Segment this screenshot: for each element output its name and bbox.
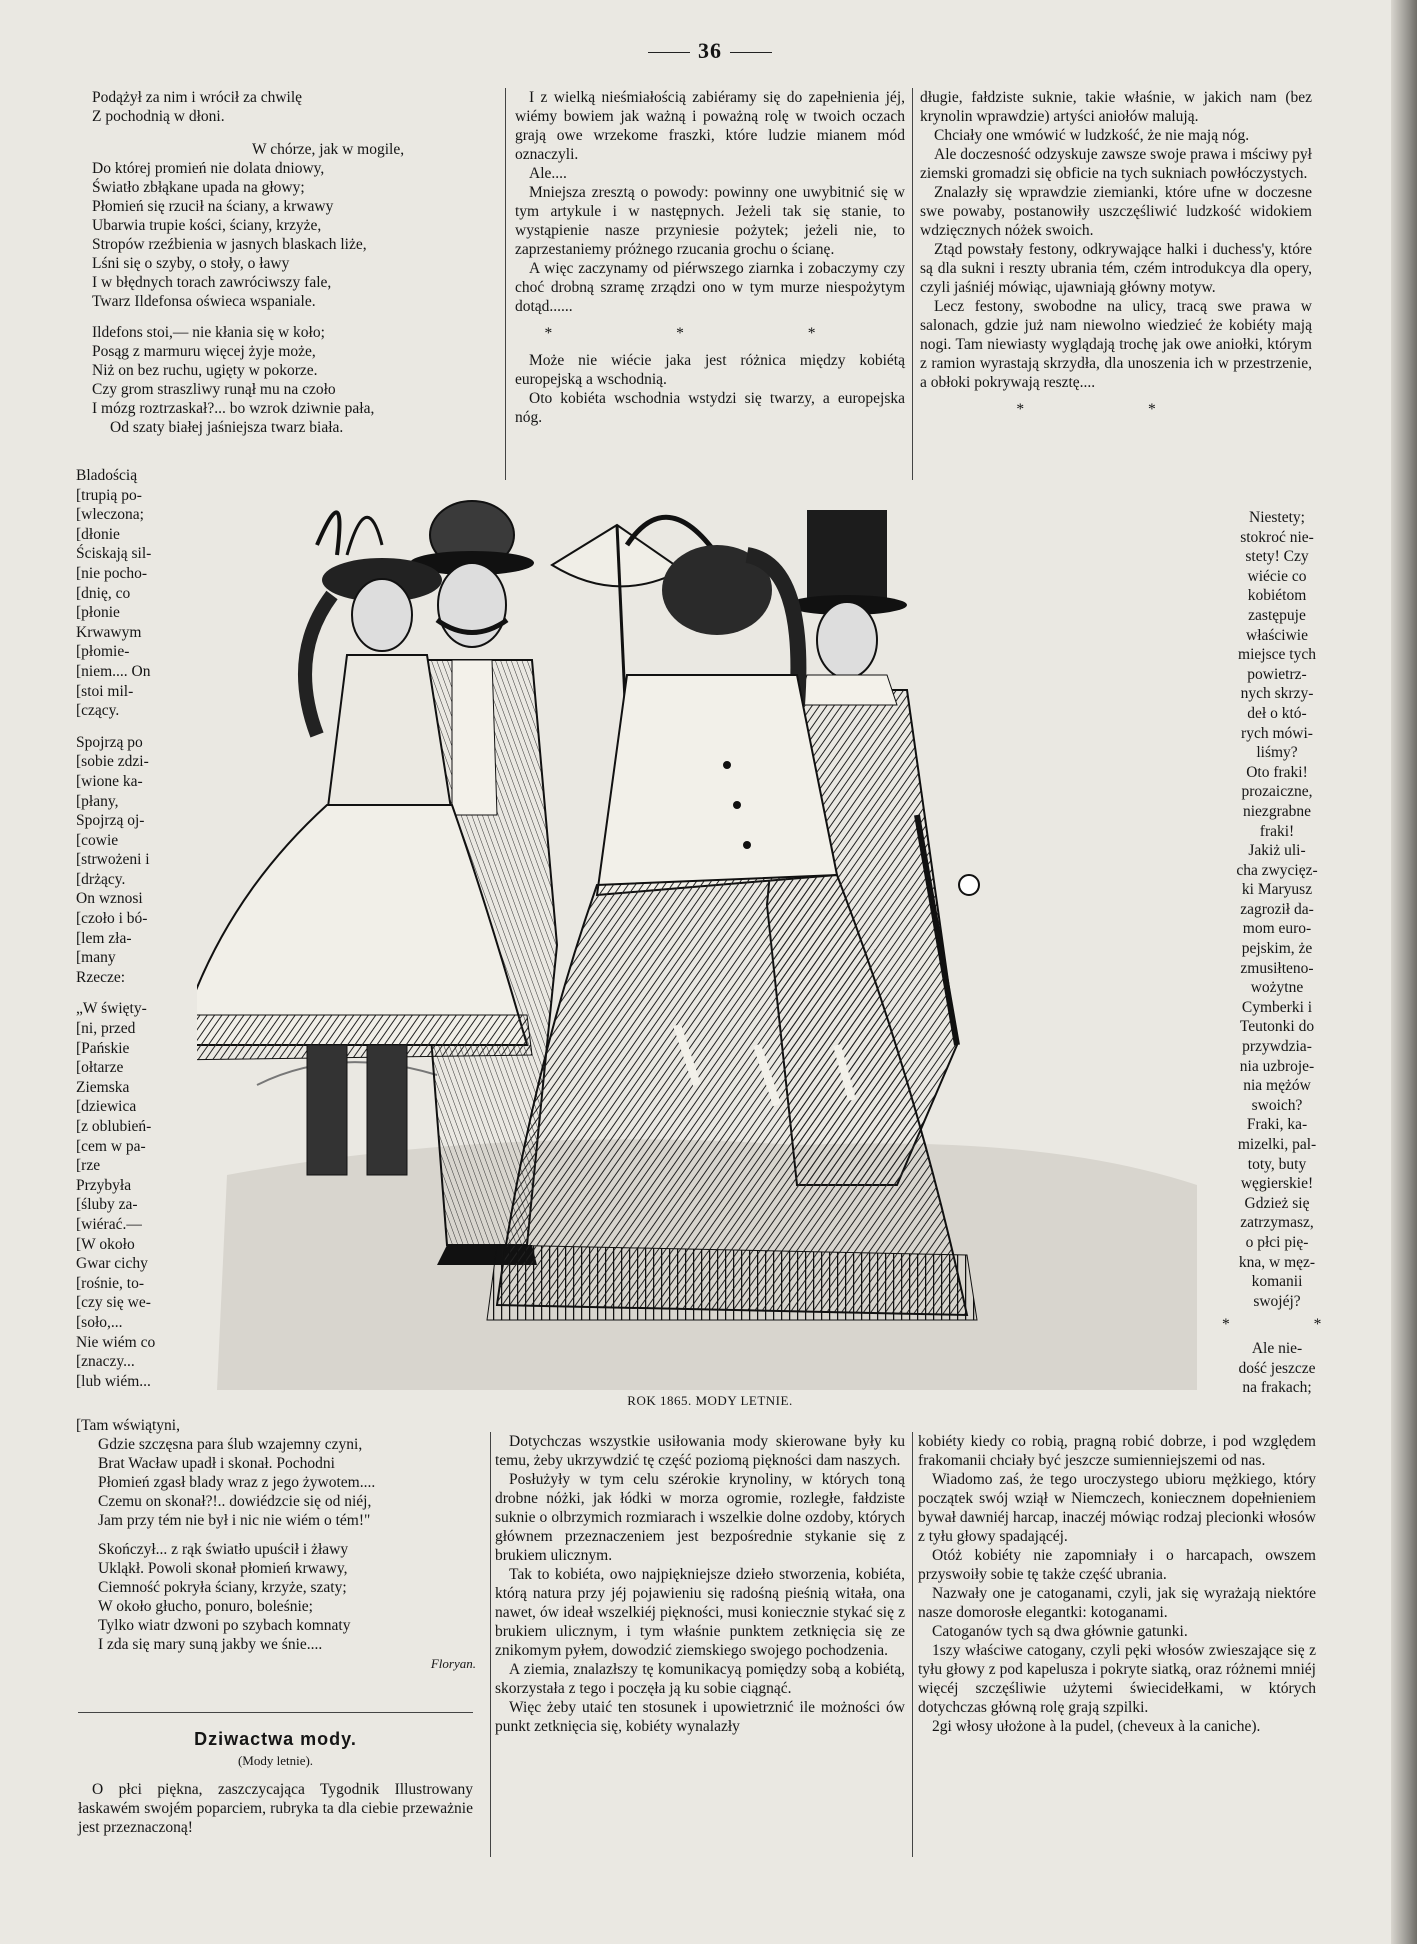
- article-column-2: [515, 88, 905, 427]
- verse-line: I w błędnych torach zawróciwszy fale,: [92, 274, 332, 291]
- text-line: właściwie: [1246, 626, 1308, 644]
- verse-line: Ukląkł. Powoli skonał płomień krwawy,: [98, 1560, 348, 1577]
- page-edge-shadow: [1391, 0, 1417, 1944]
- verse-line: Przybyła: [76, 1176, 132, 1194]
- text-line: cha zwycięz-: [1236, 861, 1318, 879]
- text-line: Gdzież się: [1244, 1194, 1310, 1212]
- paragraph: Wiadomo zaś, że tego uroczystego ubioru mężkiego, który początek swój wziął w Niemczech, koniecznem dopełnieniem bywał dawniéj harcap, inaczéj mówiąc rodzaj plecionki włosów z tyłu głowy spadającéj.: [918, 1471, 1316, 1545]
- verse-line: [rze: [76, 1157, 101, 1175]
- text-line: Niestety;: [1249, 509, 1305, 526]
- section-separator: * * *: [544, 325, 876, 342]
- page-number: 36: [620, 38, 800, 64]
- verse-line: [płany,: [76, 792, 119, 810]
- text-line: węgierskie!: [1240, 1175, 1314, 1193]
- verse-line: [rośnie, to-: [76, 1274, 145, 1292]
- column-divider: [505, 88, 506, 480]
- verse-line: Płomień się rzucił na ściany, a krwawy: [92, 198, 334, 215]
- verse-line: [lem zła-: [76, 929, 132, 947]
- paragraph: Ale....: [529, 165, 567, 182]
- verse-line: [soło,...: [76, 1313, 123, 1331]
- verse-line: I zda się mary suną jakby we śnie....: [98, 1636, 323, 1653]
- section-divider: [78, 1712, 473, 1713]
- text-line: Oto fraki!: [1246, 763, 1308, 781]
- text-line: na frakach;: [1242, 1379, 1312, 1397]
- verse-line: [trupią po-: [76, 486, 142, 504]
- paragraph: Catoganów tych są dwa głównie gatunki.: [932, 1623, 1188, 1640]
- text-line: wiécie co: [1247, 567, 1307, 585]
- verse-line: [niem.... On: [76, 662, 151, 680]
- verse-line: W chórze, jak w mogile,: [252, 141, 405, 158]
- verse-line: Podążył za nim i wrócił za chwilę: [92, 89, 303, 106]
- text-line: swojéj?: [1253, 1292, 1301, 1310]
- poem-signature: Floryan.: [430, 1656, 476, 1671]
- article-column-2-bottom: [495, 1432, 905, 1736]
- text-line: pejskim, że: [1241, 940, 1313, 958]
- verse-line: Stropów rzeźbienia w jasnych blaskach liże,: [92, 236, 367, 253]
- paragraph: O płci piękna, zaszczycająca Tygodnik Illustrowany łaskawém swojém poparciem, rubryka ta dla ciebie przeważnie jest przeznaczoną!: [78, 1781, 473, 1836]
- text-line: mom euro-: [1242, 920, 1312, 938]
- column-divider: [490, 1432, 491, 1857]
- article-header: [78, 1716, 473, 1837]
- verse-line: [stoi mil-: [76, 682, 134, 700]
- paragraph: Dotychczas wszystkie usiłowania mody skierowane były ku temu, żeby ukrzywdzić tę część poziomą piękności dam naszych.: [495, 1433, 905, 1469]
- verse-line: Z pochodnią w dłoni.: [92, 108, 225, 125]
- verse-line: Spojrzą oj-: [76, 812, 145, 830]
- verse-line: [znaczy...: [76, 1353, 135, 1371]
- verse-line: Od szaty białej jaśniejsza twarz biała.: [110, 419, 344, 436]
- paragraph: Nazwały one je catoganami, czyli, jak się wyrażają niektóre nasze domorosłe elegantki: kotoganami.: [918, 1585, 1316, 1621]
- text-line: mizelki, pal-: [1237, 1136, 1317, 1153]
- paragraph: Więc żeby utaić ten stosunek i upowietrznić ile możności ów punkt zetknięcia się, kobiéty wynalazły: [495, 1699, 905, 1735]
- text-line: prozaiczne,: [1241, 783, 1313, 801]
- verse-line: [drżący.: [76, 870, 126, 888]
- paragraph: Może nie wiécie jaka jest różnica między kobiétą europejską a wschodnią.: [515, 352, 905, 388]
- paragraph: Chciały one wmówić w ludzkość, że nie mają nóg.: [934, 127, 1250, 144]
- text-line: o płci pię-: [1245, 1233, 1309, 1251]
- verse-line: Spojrzą po: [76, 733, 143, 751]
- text-line: zatrzymasz,: [1240, 1214, 1314, 1232]
- text-line: Cymberki i: [1241, 998, 1313, 1016]
- paragraph: Ale doczesność odzyskuje zawsze swoje prawa i mściwy pył ziemski gromadzi się obficie na tych sukniach powłóczystych.: [920, 146, 1312, 182]
- verse-line: [wleczona;: [76, 506, 144, 524]
- text-line: przywdzia-: [1242, 1038, 1312, 1056]
- verse-line: [czący.: [76, 702, 120, 720]
- verse-line: [z oblubień-: [76, 1118, 152, 1135]
- poem-narrow-column: [76, 466, 194, 1391]
- text-line: nych skrzy-: [1240, 685, 1314, 703]
- verse-line: [cowie: [76, 831, 119, 849]
- paragraph: kobiéty kiedy co robią, pragną robić dobrze, i pod względem frakomanii chciały być jeszcze sumienniejszemi od nas.: [918, 1433, 1316, 1469]
- section-separator: * *: [1016, 401, 1216, 418]
- verse-line: „W święty-: [76, 1000, 147, 1018]
- verse-line: [Tam wświątyni,: [76, 1417, 180, 1434]
- verse-line: [Pańskie: [76, 1039, 130, 1057]
- section-separator: * *: [1222, 1316, 1362, 1334]
- text-line: ki Maryusz: [1241, 881, 1313, 899]
- text-line: wożytne: [1250, 979, 1304, 997]
- verse-line: Niż on bez ruchu, ugięty w pokorze.: [92, 362, 318, 379]
- text-line: kna, w męz-: [1238, 1253, 1316, 1271]
- verse-line: Ubarwia trupie kości, ściany, krzyże,: [92, 217, 322, 234]
- text-line: rych mówi-: [1241, 724, 1313, 742]
- verse-line: Rzecze:: [76, 968, 126, 986]
- verse-line: Posąg z marmuru więcej żyje może,: [92, 343, 316, 360]
- verse-line: [czoło i bó-: [76, 910, 148, 928]
- article-subtitle: (Mody letnie).: [237, 1753, 314, 1768]
- verse-line: Bladością: [76, 467, 138, 484]
- paragraph: Lecz festony, swobodne na ulicy, tracą swe prawa w salonach, gdzie już nam niewolno wiedzieć że kobiéty mają nogi. Tam niewiasty wyglądają trochę jak owe aniołki, którym z ramion wyrastają skrzydła, dla unoszenia ich w przestrzenie, a obłoki pokrywają resztę....: [920, 298, 1312, 391]
- text-line: zmusiłteno-: [1240, 959, 1314, 977]
- paragraph: Oto kobiéta wschodnia wstydzi się twarzy, a europejska nóg.: [515, 390, 905, 426]
- verse-line: Gwar cichy: [76, 1255, 148, 1273]
- text-line: powietrz-: [1247, 665, 1307, 683]
- verse-line: [płomie-: [76, 643, 130, 661]
- text-line: kobiétom: [1247, 587, 1307, 605]
- paragraph: I z wielką nieśmiałością zabiéramy się do zapełnienia jéj, wiémy bowiem jak ważną i poważną rolę w twoich oczach grają owe wrzekome fraszki, które ludzie mianem mód oznaczyli.: [515, 89, 905, 163]
- text-line: Teutonki do: [1239, 1018, 1315, 1036]
- text-line: zastępuje: [1248, 606, 1306, 624]
- verse-line: Skończył... z rąk światło upuścił i żławy: [98, 1541, 349, 1558]
- verse-line: [ołtarze: [76, 1059, 124, 1077]
- verse-line: Czy grom straszliwy runął mu na czoło: [92, 381, 336, 398]
- verse-line: Płomień zgasł blady wraz z jego żywotem....: [98, 1474, 376, 1491]
- verse-line: [W około: [76, 1235, 135, 1253]
- paragraph: Mniejsza zresztą o powody: powinny one uwybitnić się w tym artykule i w następnych. Jeżeli tak się stanie, to wystąpienie nasze przyniesie pożytek; jeżeli nie, to zaprzestaniemy próżnego rzucania grochu o ścianę.: [515, 184, 905, 258]
- text-line: niezgrabne: [1243, 802, 1311, 820]
- verse-line: [sobie zdzi-: [76, 753, 149, 771]
- verse-line: I mózg roztrzaskał?... bo wzrok dziwnie pała,: [92, 400, 375, 417]
- verse-line: Czemu on skonał?!.. dowiédzcie się od niéj,: [98, 1493, 372, 1510]
- text-line: toty, buty: [1247, 1155, 1307, 1173]
- paragraph: A więc zaczynamy od piérwszego ziarnka i zobaczymy czy choć drobną szramę zrządzi ono w tym murze niespożytym dotąd......: [515, 260, 905, 315]
- text-line: komanii: [1251, 1273, 1303, 1291]
- column-divider: [912, 1432, 913, 1857]
- text-line: Jakiż uli-: [1248, 842, 1306, 860]
- paragraph: Ztąd powstały festony, odkrywające halki i duchess'y, które są dla sukni i reszty ubrania tém, czém introdukcya dla opery, czyli jaśniéj mówiąc, ujawniają główny motyw.: [920, 241, 1312, 296]
- paragraph: długie, fałdziste suknie, takie właśnie, w jakich nam (bez krynolin wprawdzie) artyści aniołów malują.: [920, 89, 1312, 125]
- paragraph: Znalazły się wprawdzie ziemianki, które ufne w doczesne swe powaby, postanowiły uszczęśliwić ludzkość widokiem wdzięcznych nóżek swoich.: [920, 184, 1312, 239]
- verse-line: [ni, przed: [76, 1020, 136, 1038]
- verse-line: Jam przy tém nie był i nic nie wiém o tém!": [98, 1512, 371, 1529]
- paragraph: Tak to kobiéta, owo najpiękniejsze dzieło stworzenia, kobiéta, którą natura przy jéj pojawieniu się radośną pieśnią witała, ona nawet, ów ideał wszelkiéj piękności, musi koniecznie stykać się z brukiem ulicznym, i tym właśnie punktem zetknięcia się ze znikomym pyłem, dowodzić ziemskiego swojego pochodzenia.: [495, 1566, 905, 1659]
- verse-line: Do której promień nie dolata dniowy,: [92, 160, 325, 177]
- paragraph: 2gi włosy ułożone à la pudel, (cheveux à la caniche).: [932, 1718, 1261, 1735]
- text-line: Ale nie-: [1251, 1339, 1303, 1357]
- text-line: liśmy?: [1256, 744, 1298, 762]
- paragraph: A ziemia, znalazłszy tę komunikacyą pomiędzy sobą a kobiétą, skorzystała z tego i poczęła ją ku sobie ciągnąć.: [495, 1661, 905, 1697]
- verse-line: [strwożeni i: [76, 851, 150, 869]
- verse-line: Nie wiém co: [76, 1333, 156, 1351]
- text-line: dość jeszcze: [1238, 1359, 1316, 1377]
- verse-line: [wiérać.—: [76, 1215, 142, 1233]
- verse-line: [many: [76, 949, 116, 967]
- verse-line: [płonie: [76, 604, 120, 622]
- verse-line: Ściskają sil-: [76, 545, 152, 563]
- text-line: nia mężów: [1243, 1077, 1311, 1095]
- verse-line: Gdzie szczęsna para ślub wzajemny czyni,: [98, 1436, 363, 1453]
- text-line: stokroć nie-: [1240, 528, 1314, 546]
- verse-line: [nie pocho-: [76, 564, 148, 582]
- verse-line: Krwawym: [76, 623, 142, 641]
- verse-line: [dłonie: [76, 525, 120, 543]
- verse-line: Ildefons stoi,— nie kłania się w koło;: [92, 324, 325, 341]
- paragraph: Otóż kobiéty nie zapomniały i o harcapach, owszem przyswoiły sobie tę także część ubrania.: [918, 1547, 1316, 1583]
- verse-line: On wznosi: [76, 890, 143, 908]
- text-line: Fraki, ka-: [1246, 1116, 1308, 1134]
- article-column-3: [920, 88, 1312, 427]
- verse-line: W około głucho, ponuro, boleśnie;: [98, 1598, 313, 1615]
- text-line: zagroził da-: [1240, 900, 1314, 918]
- illustration-caption: ROK 1865. MODY LETNIE.: [627, 1393, 793, 1408]
- verse-line: Twarz Ildefonsa oświeca wspaniale.: [92, 293, 316, 310]
- column-3-narrow: [1222, 508, 1362, 1398]
- verse-line: Lśni się o szyby, o stoły, o ławy: [92, 255, 290, 272]
- verse-line: Ciemność pokryła ściany, krzyże, szaty;: [98, 1579, 347, 1596]
- article-column-3-bottom: [918, 1432, 1316, 1736]
- fashion-engraving: [197, 485, 1217, 1390]
- poem-column: [92, 88, 482, 437]
- verse-line: [dziewica: [76, 1098, 137, 1116]
- poem-ending: [76, 1416, 476, 1673]
- text-line: nia uzbroje-: [1239, 1057, 1315, 1075]
- verse-line: [śluby za-: [76, 1196, 138, 1214]
- paragraph: 1szy właściwe catogany, czyli pęki włosów zwieszające się z tyłu głowy z pod kapelusza i pokryte siatką, oraz różnemi mniéj więcéj szczęśliwie użytemi świecidełkami, w których dotychczas główną rolę grają szpilki.: [918, 1642, 1316, 1716]
- article-title: Dziwactwa mody.: [194, 1729, 357, 1749]
- paragraph: Posłużyły w tym celu szérokie krynoliny, w których toną drobne nóżki, jak łódki w morza ogromie, rozległe, fałdziste suknie o olbrzymich rozmiarach i wszelkie dolne ozdoby, których głównem przeznaczeniem jest bezpośrednie stykanie się z brukiem ulicznym.: [495, 1471, 905, 1564]
- text-line: deł o któ-: [1247, 704, 1307, 722]
- verse-line: [dnię, co: [76, 584, 131, 602]
- verse-line: Brat Wacław upadł i skonał. Pochodni: [98, 1455, 335, 1472]
- verse-line: Tylko wiatr dzwoni po szybach komnaty: [98, 1617, 351, 1634]
- verse-line: [wione ka-: [76, 772, 143, 790]
- verse-line: [cem w pa-: [76, 1137, 146, 1155]
- text-line: swoich?: [1251, 1096, 1303, 1114]
- verse-line: [czy się we-: [76, 1294, 151, 1312]
- text-line: miejsce tych: [1238, 646, 1316, 664]
- verse-line: [lub wiém...: [76, 1372, 151, 1390]
- column-divider: [912, 88, 913, 480]
- text-line: stety! Czy: [1245, 548, 1309, 566]
- text-line: fraki!: [1259, 822, 1295, 840]
- verse-line: Światło zbłąkane upada na głowy;: [92, 179, 305, 196]
- verse-line: Ziemska: [76, 1078, 130, 1096]
